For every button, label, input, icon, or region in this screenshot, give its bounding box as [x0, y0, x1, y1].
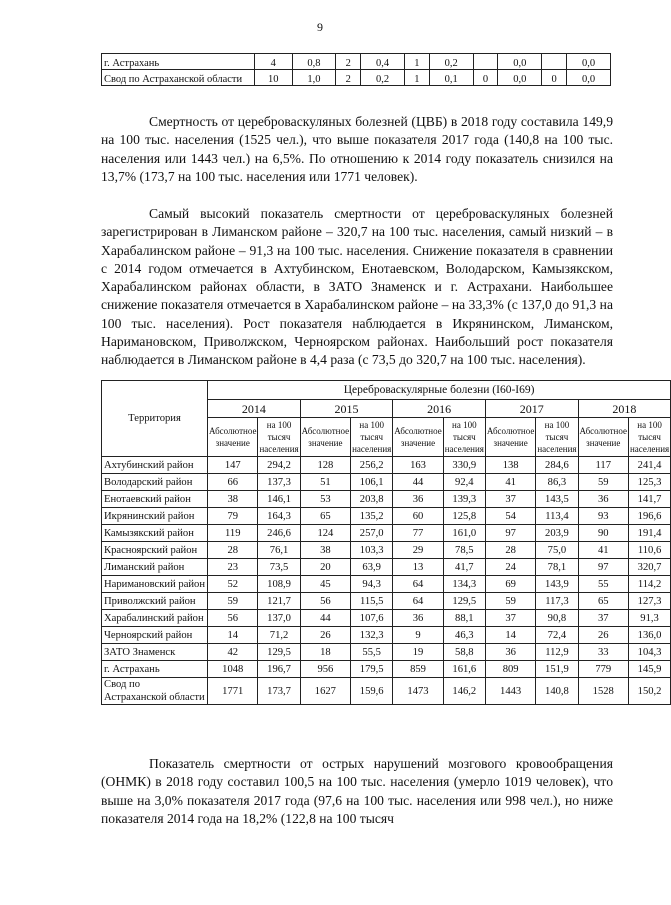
- table-cell: 13: [393, 559, 443, 576]
- table-cell: 72,4: [536, 627, 578, 644]
- table-cell: 37: [485, 610, 535, 627]
- table-row: [102, 474, 671, 491]
- table-row: [102, 661, 671, 678]
- table-cell: 164,3: [258, 508, 300, 525]
- table-cell: 29: [393, 542, 443, 559]
- table-cell: 97: [578, 559, 628, 576]
- table-cell: 44: [393, 474, 443, 491]
- rate-header: на 100 тысяч населения: [351, 418, 393, 457]
- table-cell: 108,9: [258, 576, 300, 593]
- table-cell: 9: [393, 627, 443, 644]
- table-cell: 1,0: [292, 70, 336, 86]
- territory-name: Черноярский район: [102, 627, 208, 644]
- table-cell: 113,4: [536, 508, 578, 525]
- table-cell: 97: [485, 525, 535, 542]
- table-cell: 65: [300, 508, 350, 525]
- table-cell: 134,3: [443, 576, 485, 593]
- table-cell: 117,3: [536, 593, 578, 610]
- table-cell: 151,9: [536, 661, 578, 678]
- table-cell: 191,4: [628, 525, 670, 542]
- table-cell: 41: [485, 474, 535, 491]
- table-cell: 107,6: [351, 610, 393, 627]
- table-cell: 284,6: [536, 457, 578, 474]
- table-cell: 257,0: [351, 525, 393, 542]
- table-cell: 859: [393, 661, 443, 678]
- territory-name: Красноярский район: [102, 542, 208, 559]
- table-cell: 41,7: [443, 559, 485, 576]
- table-cell: 44: [300, 610, 350, 627]
- rate-header: на 100 тысяч населения: [258, 418, 300, 457]
- table-cell: 145,9: [628, 661, 670, 678]
- table-cell: 256,2: [351, 457, 393, 474]
- paragraph-cvd-mortality: Смертность от цереброваскуляных болезней (ЦВБ) в 2018 году составила 149,9 на 100 тыс. населения (1525 чел.), что выше показателя 2017 года (140,8 на 100 тыс. населения или 1443 чел.) на 6,5%. По отношению к 2014 году показатель снизился на 13,7% (173,7 на 100 тыс. населения или 1771 человек).: [101, 114, 613, 184]
- table-cell: 79: [208, 508, 258, 525]
- territory-name: Наримановский район: [102, 576, 208, 593]
- table-cell: 137,0: [258, 610, 300, 627]
- top-table-row: [102, 70, 611, 86]
- table-cell: 119: [208, 525, 258, 542]
- year-header: 2017: [485, 400, 578, 418]
- table-cell: 127,3: [628, 593, 670, 610]
- table-row: [102, 644, 671, 661]
- table-cell: 196,7: [258, 661, 300, 678]
- table-cell: 36: [393, 610, 443, 627]
- table-cell: 0,1: [429, 70, 473, 86]
- table-cell: 161,6: [443, 661, 485, 678]
- table-cell: 159,6: [351, 678, 393, 705]
- year-header: 2015: [300, 400, 393, 418]
- table-cell: 77: [393, 525, 443, 542]
- table-cell: 93: [578, 508, 628, 525]
- territory-name: г. Астрахань: [102, 54, 255, 70]
- table-cell: 246,6: [258, 525, 300, 542]
- table-cell: 23: [208, 559, 258, 576]
- table-cell: 0,2: [361, 70, 405, 86]
- table-cell: 0,2: [429, 54, 473, 70]
- table-cell: 138: [485, 457, 535, 474]
- table-cell: 110,6: [628, 542, 670, 559]
- table-cell: 92,4: [443, 474, 485, 491]
- absolute-value-header: Абсолютное значение: [393, 418, 443, 457]
- table-cell: 1048: [208, 661, 258, 678]
- table-cell: 0,0: [498, 54, 542, 70]
- territory-name: Енотаевский район: [102, 491, 208, 508]
- table-cell: 809: [485, 661, 535, 678]
- table-cell: 1: [404, 54, 429, 70]
- territory-name: Лиманский район: [102, 559, 208, 576]
- disease-header: Цереброваскулярные болезни (I60-I69): [208, 381, 671, 400]
- table-cell: 779: [578, 661, 628, 678]
- table-cell: 90,8: [536, 610, 578, 627]
- table-cell: 294,2: [258, 457, 300, 474]
- table-cell: 26: [300, 627, 350, 644]
- territory-name: Икрянинский район: [102, 508, 208, 525]
- table-cell: 42: [208, 644, 258, 661]
- table-cell: 28: [485, 542, 535, 559]
- absolute-value-header: Абсолютное значение: [208, 418, 258, 457]
- table-cell: 37: [485, 491, 535, 508]
- table-cell: 1: [404, 70, 429, 86]
- table-cell: 55: [578, 576, 628, 593]
- absolute-value-header: Абсолютное значение: [485, 418, 535, 457]
- year-header: 2014: [208, 400, 301, 418]
- table-cell: 65: [578, 593, 628, 610]
- paragraph-onmk-mortality: Показатель смертности от острых нарушений мозгового кровообращения (ОНМК) в 2018 году составил 100,5 на 100 тыс. населения (умерло 1019 человек), что выше на 3,0% показателя 2017 года (97,6 на 100 тыс. населения или 998 чел.), но ниже показателя 2014 года на 18,2% (122,8 на 100 тысяч: [101, 756, 613, 826]
- table-cell: 1473: [393, 678, 443, 705]
- table-cell: 124: [300, 525, 350, 542]
- table-cell: 0,0: [567, 54, 611, 70]
- table-cell: 114,2: [628, 576, 670, 593]
- table-cell: 78,1: [536, 559, 578, 576]
- table-cell: 1771: [208, 678, 258, 705]
- table-cell: 90: [578, 525, 628, 542]
- table-cell: 14: [208, 627, 258, 644]
- absolute-value-header: Абсолютное значение: [578, 418, 628, 457]
- table-cell: 129,5: [443, 593, 485, 610]
- paragraph-cvd-districts: Самый высокий показатель смертности от цереброваскуляных болезней зарегистрирован в Лиманском районе – 320,7 на 100 тыс. населения, самый низкий – в Харабалинском районе – 91,3 на 100 тыс. населения. Снижение показателя в сравнении с 2014 годом отмечается в Ахтубинском, Енотаевском, Володарском, Камызякском, Харабалинском районах области, в ЗАТО Знаменск и г. Астрахани. Наибольшее снижение показателя отмечается в Харабалинском районе – на 33,3% (с 137,0 до 91,3 на 100 тыс. населения). Рост показателя наблюдается в Икрянинском, Лиманском, Наримановском, Приволжском, Черноярском районах. Наибольший рост показателя наблюдается в Лиманском районе в 4,4 раза (с 73,5 до 320,7 на 100 тыс. населения).: [101, 206, 613, 368]
- table-cell: 106,1: [351, 474, 393, 491]
- table-row: [102, 576, 671, 593]
- territory-name: Володарский район: [102, 474, 208, 491]
- table-cell: 75,0: [536, 542, 578, 559]
- table-cell: 0,0: [498, 70, 542, 86]
- table-cell: 0,4: [361, 54, 405, 70]
- table-cell: 1528: [578, 678, 628, 705]
- table-cell: 2: [336, 54, 361, 70]
- table-cell: 4: [255, 54, 293, 70]
- territory-name: г. Астрахань: [102, 661, 208, 678]
- table-cell: 956: [300, 661, 350, 678]
- rate-header: на 100 тысяч населения: [443, 418, 485, 457]
- territory-name: Свод по Астраханской области: [102, 70, 255, 86]
- territory-name: Харабалинский район: [102, 610, 208, 627]
- table-cell: 140,8: [536, 678, 578, 705]
- table-cell: 41: [578, 542, 628, 559]
- table-cell: 60: [393, 508, 443, 525]
- page-number: 9: [317, 20, 323, 34]
- top-continuation-table: [101, 53, 611, 86]
- table-cell: 14: [485, 627, 535, 644]
- table-cell: 53: [300, 491, 350, 508]
- table-cell: 73,5: [258, 559, 300, 576]
- table-cell: 18: [300, 644, 350, 661]
- table-cell: 19: [393, 644, 443, 661]
- table-cell: 241,4: [628, 457, 670, 474]
- table-cell: 1443: [485, 678, 535, 705]
- table-cell: 121,7: [258, 593, 300, 610]
- table-cell: 59: [578, 474, 628, 491]
- table-cell: 146,1: [258, 491, 300, 508]
- table-cell: 66: [208, 474, 258, 491]
- table-cell: 56: [208, 610, 258, 627]
- table-cell: 139,3: [443, 491, 485, 508]
- table-cell: 125,8: [443, 508, 485, 525]
- table-row: [102, 542, 671, 559]
- table-row: [102, 627, 671, 644]
- table-cell: 52: [208, 576, 258, 593]
- table-row: [102, 559, 671, 576]
- table-cell: 20: [300, 559, 350, 576]
- table-cell: 147: [208, 457, 258, 474]
- table-cell: 88,1: [443, 610, 485, 627]
- table-cell: 0: [542, 70, 567, 86]
- table-cell: 2: [336, 70, 361, 86]
- table-cell: 59: [485, 593, 535, 610]
- table-cell: 143,9: [536, 576, 578, 593]
- table-cell: 36: [485, 644, 535, 661]
- table-cell: 0: [473, 70, 498, 86]
- table-cell: 179,5: [351, 661, 393, 678]
- table-cell: 33: [578, 644, 628, 661]
- table-cell: 104,3: [628, 644, 670, 661]
- table-cell: 320,7: [628, 559, 670, 576]
- table-cell: 0,8: [292, 54, 336, 70]
- table-cell: 51: [300, 474, 350, 491]
- top-table-row: [102, 54, 611, 70]
- absolute-value-header: Абсолютное значение: [300, 418, 350, 457]
- table-cell: 46,3: [443, 627, 485, 644]
- table-cell: 86,3: [536, 474, 578, 491]
- table-cell: 146,2: [443, 678, 485, 705]
- table-cell: 150,2: [628, 678, 670, 705]
- table-cell: 36: [393, 491, 443, 508]
- table-cell: 64: [393, 593, 443, 610]
- table-cell: 125,3: [628, 474, 670, 491]
- table-cell: [473, 54, 498, 70]
- table-row: [102, 593, 671, 610]
- table-cell: 37: [578, 610, 628, 627]
- table-cell: 64: [393, 576, 443, 593]
- territory-name: Приволжский район: [102, 593, 208, 610]
- table-cell: 173,7: [258, 678, 300, 705]
- table-cell: 330,9: [443, 457, 485, 474]
- table-cell: 128: [300, 457, 350, 474]
- table-cell: 45: [300, 576, 350, 593]
- table-cell: 115,5: [351, 593, 393, 610]
- table-row: [102, 525, 671, 542]
- table-cell: 129,5: [258, 644, 300, 661]
- rate-header: на 100 тысяч населения: [536, 418, 578, 457]
- table-row: [102, 508, 671, 525]
- table-cell: 132,3: [351, 627, 393, 644]
- table-cell: 91,3: [628, 610, 670, 627]
- cvd-mortality-table: [101, 380, 671, 705]
- table-cell: 38: [300, 542, 350, 559]
- table-cell: 135,2: [351, 508, 393, 525]
- table-cell: 28: [208, 542, 258, 559]
- territory-name: Ахтубинский район: [102, 457, 208, 474]
- table-row: [102, 491, 671, 508]
- table-cell: 196,6: [628, 508, 670, 525]
- table-cell: 141,7: [628, 491, 670, 508]
- table-cell: 58,8: [443, 644, 485, 661]
- table-cell: 136,0: [628, 627, 670, 644]
- table-cell: 117: [578, 457, 628, 474]
- table-cell: 0,0: [567, 70, 611, 86]
- table-cell: 143,5: [536, 491, 578, 508]
- table-cell: 54: [485, 508, 535, 525]
- table-cell: 203,8: [351, 491, 393, 508]
- table-cell: 203,9: [536, 525, 578, 542]
- table-cell: 24: [485, 559, 535, 576]
- table-cell: 76,1: [258, 542, 300, 559]
- table-cell: 1627: [300, 678, 350, 705]
- year-header: 2016: [393, 400, 486, 418]
- table-cell: 56: [300, 593, 350, 610]
- table-cell: 112,9: [536, 644, 578, 661]
- table-cell: 69: [485, 576, 535, 593]
- territory-header: Территория: [102, 381, 208, 457]
- table-row: [102, 610, 671, 627]
- table-cell: 94,3: [351, 576, 393, 593]
- table-row: [102, 678, 671, 705]
- year-header: 2018: [578, 400, 671, 418]
- table-cell: 163: [393, 457, 443, 474]
- table-cell: 59: [208, 593, 258, 610]
- table-cell: 103,3: [351, 542, 393, 559]
- table-cell: 78,5: [443, 542, 485, 559]
- territory-name: Свод по Астраханской области: [102, 678, 208, 705]
- table-cell: 10: [255, 70, 293, 86]
- table-cell: 71,2: [258, 627, 300, 644]
- territory-name: Камызякский район: [102, 525, 208, 542]
- table-cell: 36: [578, 491, 628, 508]
- rate-header: на 100 тысяч населения: [628, 418, 670, 457]
- table-cell: 63,9: [351, 559, 393, 576]
- territory-name: ЗАТО Знаменск: [102, 644, 208, 661]
- table-cell: [542, 54, 567, 70]
- table-row: [102, 457, 671, 474]
- table-cell: 137,3: [258, 474, 300, 491]
- table-cell: 26: [578, 627, 628, 644]
- table-cell: 161,0: [443, 525, 485, 542]
- table-cell: 55,5: [351, 644, 393, 661]
- table-cell: 38: [208, 491, 258, 508]
